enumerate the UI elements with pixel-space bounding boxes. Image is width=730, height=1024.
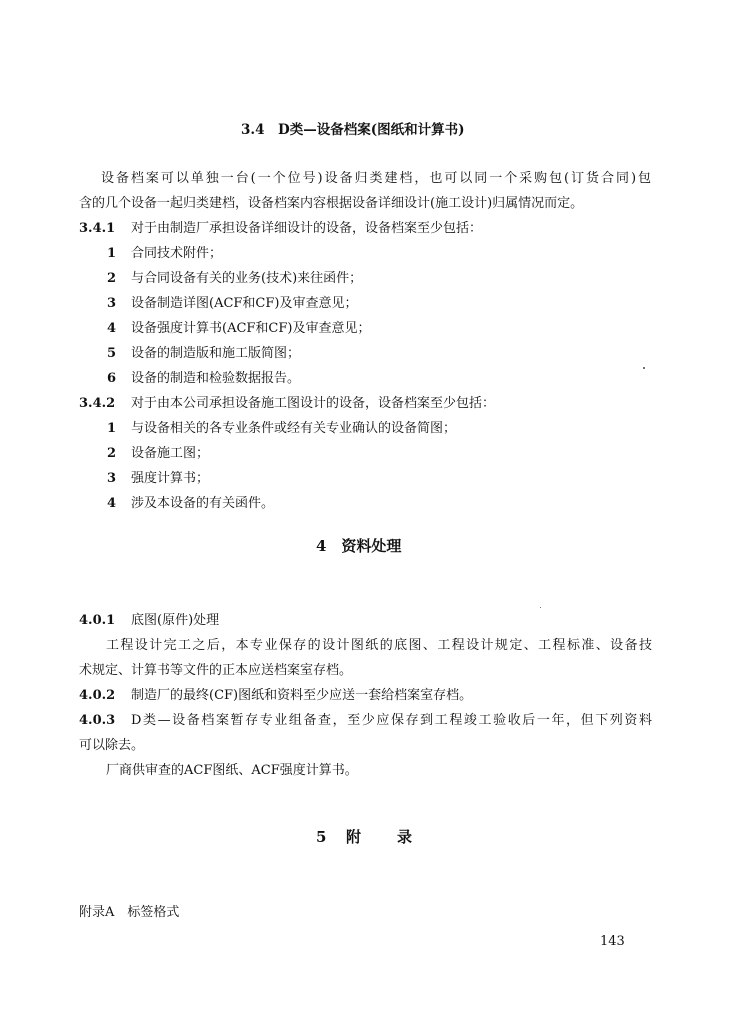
list-item-text: 合同技术附件； [131, 246, 223, 261]
list-item-number: 3 [107, 471, 117, 486]
item-4-0-1-line-1: 工程设计完工之后，本专业保存的设计图纸的底图、工程设计规定、工程标准、设备技 [106, 638, 652, 653]
chapter-4-heading: 4 资料处理 [316, 537, 402, 555]
section-3-4-intro-line-1: 设备档案可以单独一台(一个位号)设备归类建档，也可以同一个采购包(订货合同)包 [101, 171, 651, 186]
page-number: 143 [600, 934, 625, 949]
list-item-number: 5 [107, 346, 117, 361]
scan-speck [540, 607, 541, 608]
list-item-number: 1 [107, 421, 117, 436]
item-4-0-3-line-3: 厂商供审查的ACF图纸、ACF强度计算书。 [106, 763, 358, 778]
list-item-text: 与合同设备有关的业务(技术)来往函件； [131, 271, 363, 286]
list-item-number: 2 [107, 446, 117, 461]
item-4-0-2-text: 制造厂的最终(CF)图纸和资料至少应送一套给档案室存档。 [131, 688, 473, 703]
list-item-number: 4 [107, 496, 117, 511]
list-item-number: 1 [107, 246, 117, 261]
item-3-4-2-number: 3.4.2 [79, 396, 116, 411]
list-item-number: 2 [107, 271, 117, 286]
list-item-text: 设备的制造版和施工版简图； [131, 346, 301, 361]
list-item-number: 3 [107, 296, 117, 311]
list-item-text: 强度计算书； [131, 471, 210, 486]
list-item-text: 与设备相关的各专业条件或经有关专业确认的设备简图； [131, 421, 457, 436]
item-3-4-1-number: 3.4.1 [79, 221, 116, 236]
item-4-0-1-number: 4.0.1 [79, 613, 116, 628]
list-item-text: 涉及本设备的有关函件。 [131, 496, 275, 511]
chapter-5-heading-number: 5 [316, 828, 327, 846]
item-4-0-3-line-2: 可以除去。 [79, 738, 145, 753]
item-4-0-3-line-1: D类—设备档案暂存专业组备查，至少应保存到工程竣工验收后一年，但下列资料 [131, 713, 652, 728]
item-4-0-1-title: 底图(原件)处理 [131, 613, 220, 628]
section-3-4-heading: 3.4 D类—设备档案(图纸和计算书) [241, 122, 465, 138]
list-item-text: 设备强度计算书(ACF和CF)及审查意见； [131, 321, 371, 336]
list-item-text: 设备施工图； [131, 446, 210, 461]
item-4-0-2-number: 4.0.2 [79, 688, 116, 703]
list-item-number: 4 [107, 321, 117, 336]
scan-speck [643, 367, 645, 369]
appendix-a-title: 附录A 标签格式 [79, 905, 180, 920]
chapter-5-heading-char-2: 录 [397, 828, 413, 846]
section-3-4-intro-line-2: 含的几个设备一起归类建档，设备档案内容根据设备详细设计(施工设计)归属情况而定。 [79, 196, 584, 211]
chapter-5-heading-char-1: 附 [346, 828, 362, 846]
list-item-text: 设备的制造和检验数据报告。 [131, 371, 301, 386]
item-4-0-1-line-2: 术规定、计算书等文件的正本应送档案室存档。 [79, 663, 353, 678]
list-item-text: 设备制造详图(ACF和CF)及审查意见； [131, 296, 358, 311]
item-4-0-3-number: 4.0.3 [79, 713, 116, 728]
item-3-4-1-text: 对于由制造厂承担设备详细设计的设备，设备档案至少包括： [131, 221, 483, 236]
list-item-number: 6 [107, 371, 117, 386]
item-3-4-2-text: 对于由本公司承担设备施工图设计的设备，设备档案至少包括： [131, 396, 496, 411]
